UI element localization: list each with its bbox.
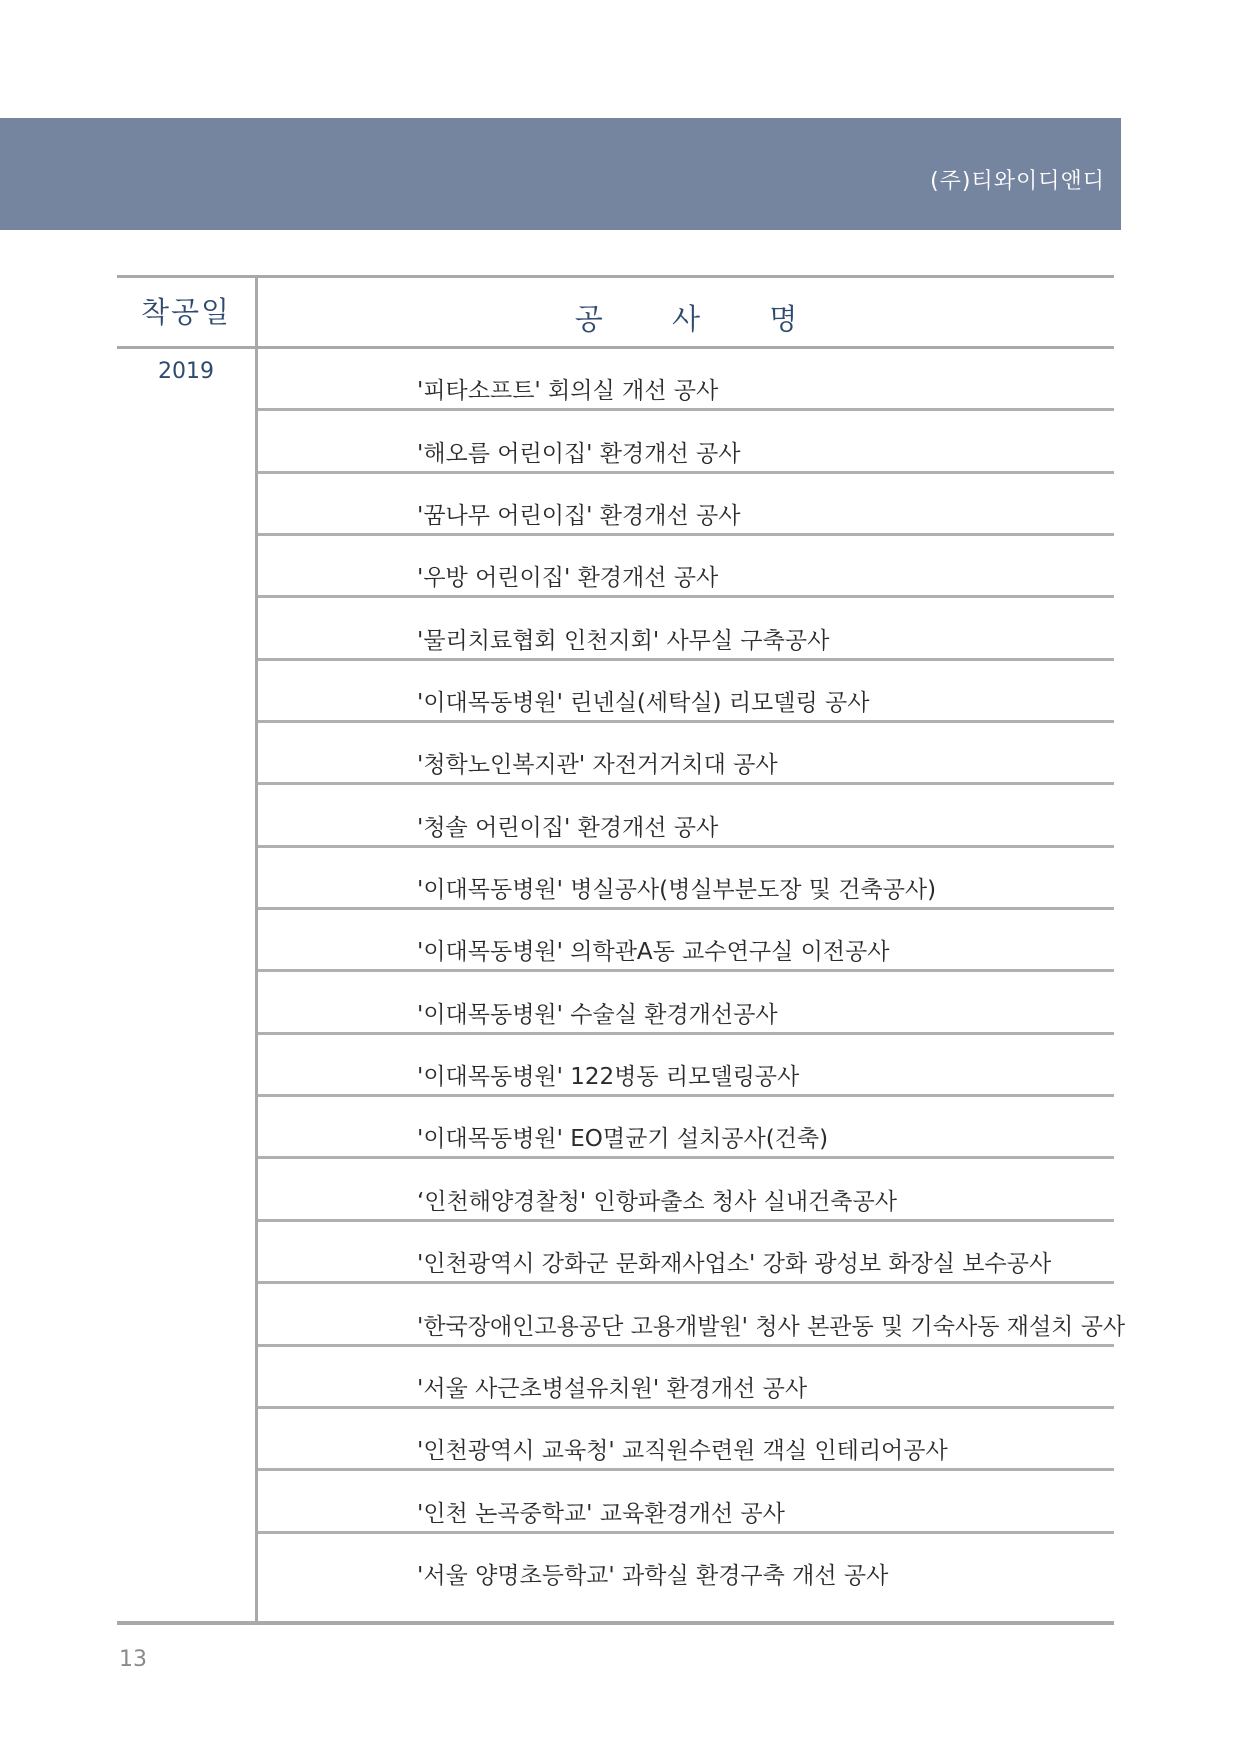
- project-name: '이대목동병원' 병실공사(병실부분도장 및 건축공사): [417, 877, 937, 904]
- table-row: [258, 1284, 1126, 1346]
- project-table: [117, 275, 1126, 1625]
- table-row: [258, 848, 1114, 910]
- project-name: '이대목동병원' 린넨실(세탁실) 리모델링 공사: [417, 690, 870, 717]
- column-header-project-name: 공 사 명: [574, 302, 828, 336]
- table-row: [258, 536, 1114, 598]
- table-row: [258, 972, 1114, 1034]
- table-row: [258, 1097, 1114, 1159]
- project-name: '청학노인복지관' 자전거거치대 공사: [417, 752, 778, 779]
- table-top-rule: [117, 275, 1114, 278]
- project-name: '서울 양명초등학교' 과학실 환경구축 개선 공사: [417, 1562, 889, 1589]
- project-name: '서울 사근초병설유치원' 환경개선 공사: [417, 1375, 808, 1402]
- project-name: '인천 논곡중학교' 교육환경개선 공사: [417, 1500, 785, 1527]
- project-rows: [258, 349, 1126, 1596]
- table-row: [258, 723, 1114, 785]
- project-name: '청솔 어린이집' 환경개선 공사: [417, 814, 719, 841]
- table-row: [258, 1409, 1114, 1471]
- header-band: [0, 118, 1121, 230]
- project-name: '인천광역시 교육청' 교직원수련원 객실 인테리어공사: [417, 1438, 948, 1465]
- table-row: [258, 910, 1114, 972]
- table-row: [258, 1347, 1114, 1409]
- table-row: [258, 1471, 1114, 1533]
- project-name: '이대목동병원' 122병동 리모델링공사: [417, 1064, 800, 1091]
- project-name: '해오름 어린이집' 환경개선 공사: [417, 440, 741, 467]
- table-row: [258, 661, 1114, 723]
- table-row: [258, 785, 1114, 847]
- page-number: 13: [119, 1647, 147, 1672]
- project-name: '이대목동병원' 의학관A동 교수연구실 이전공사: [417, 939, 890, 966]
- column-header-date: 착공일: [140, 295, 232, 329]
- project-name: '피타소프트' 회의실 개선 공사: [417, 378, 719, 405]
- project-name: '이대목동병원' EO멸균기 설치공사(건축): [417, 1126, 829, 1153]
- table-row: [258, 598, 1114, 660]
- table-bottom-rule: [117, 1621, 1114, 1625]
- project-name: '우방 어린이집' 환경개선 공사: [417, 565, 719, 592]
- project-name: '한국장애인고용공단 고용개발원' 청사 본관동 및 기숙사동 재설치 공사: [417, 1313, 1126, 1340]
- project-name: '인천광역시 강화군 문화재사업소' 강화 광성보 화장실 보수공사: [417, 1251, 1052, 1278]
- project-name: '이대목동병원' 수술실 환경개선공사: [417, 1001, 778, 1028]
- start-year: 2019: [158, 359, 214, 384]
- table-row: [258, 474, 1114, 536]
- project-name: '꿈나무 어린이집' 환경개선 공사: [417, 503, 741, 530]
- table-row: [258, 1222, 1114, 1284]
- project-name: ‘인천해양경찰청' 인항파출소 청사 실내건축공사: [417, 1188, 897, 1215]
- table-row: [258, 349, 1114, 411]
- table-row: [258, 1159, 1114, 1221]
- company-name: (주)티와이디앤디: [930, 169, 1105, 194]
- table-row: [258, 1534, 1114, 1596]
- project-name: '물리치료협회 인천지회' 사무실 구축공사: [417, 627, 830, 654]
- table-row: [258, 1035, 1114, 1097]
- table-row: [258, 411, 1114, 473]
